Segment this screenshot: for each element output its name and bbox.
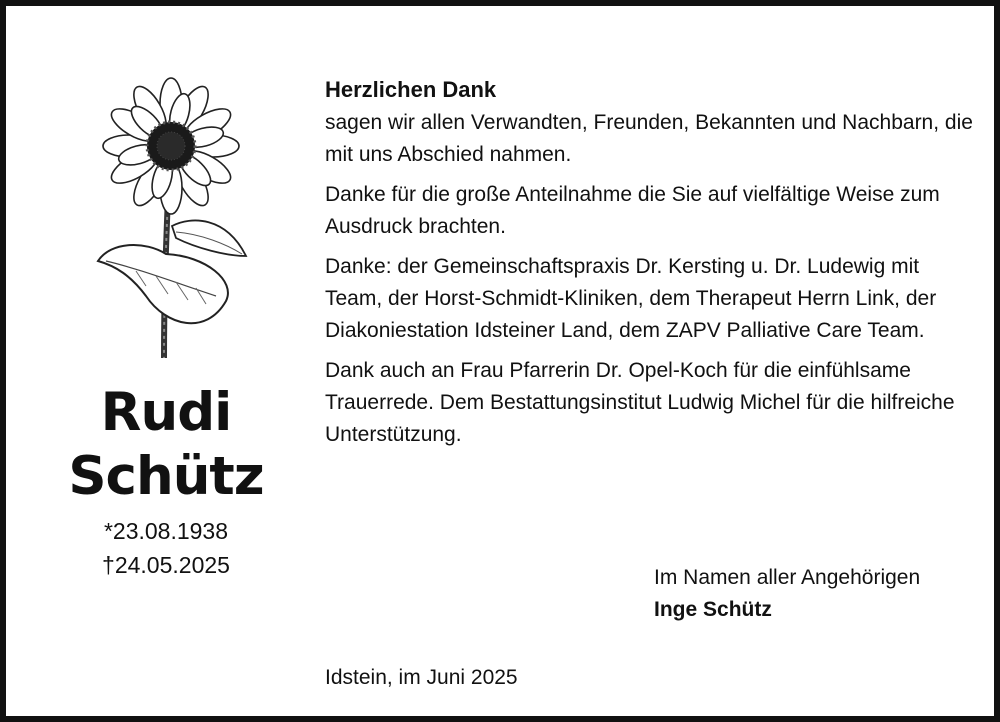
message-paragraph: Danke: der Gemeinschaftspraxis Dr. Kersting u. Dr. Ludewig mit Team, der Horst-Schmidt-Kliniken, dem Therapeut Herrn Link, der Diakoniestation Idsteiner Land, dem ZAPV Palliative Care Team.: [325, 255, 937, 342]
message-heading: Herzlichen Dank: [325, 77, 497, 102]
signoff-line: Im Namen aller Angehörigen: [654, 566, 921, 589]
deceased-name: [46, 381, 286, 509]
first-name: Rudi: [100, 382, 232, 443]
life-dates: [46, 514, 286, 582]
message-paragraph: Danke für die große Anteilnahme die Sie auf vielfältige Weise zum Ausdruck brachten.: [325, 183, 940, 238]
sunflower-icon: [76, 76, 266, 361]
message-column: [325, 73, 975, 459]
birth-date: *23.08.1938: [103, 518, 229, 544]
message-paragraph: Dank auch an Frau Pfarrerin Dr. Opel-Koch für die einfühlsame Trauerrede. Dem Bestattungsinstitut Ludwig Michel für die hilfreiche Unterstützung.: [325, 359, 955, 446]
death-date: †24.05.2025: [102, 552, 230, 578]
message-paragraph: sagen wir allen Verwandten, Freunden, Bekannten und Nachbarn, die mit uns Abschied nahmen.: [325, 111, 973, 166]
last-name: Schütz: [68, 446, 264, 507]
signer-name: Inge Schütz: [654, 598, 772, 621]
signoff: [654, 562, 920, 626]
place-date: Idstein, im Juni 2025: [325, 666, 518, 689]
